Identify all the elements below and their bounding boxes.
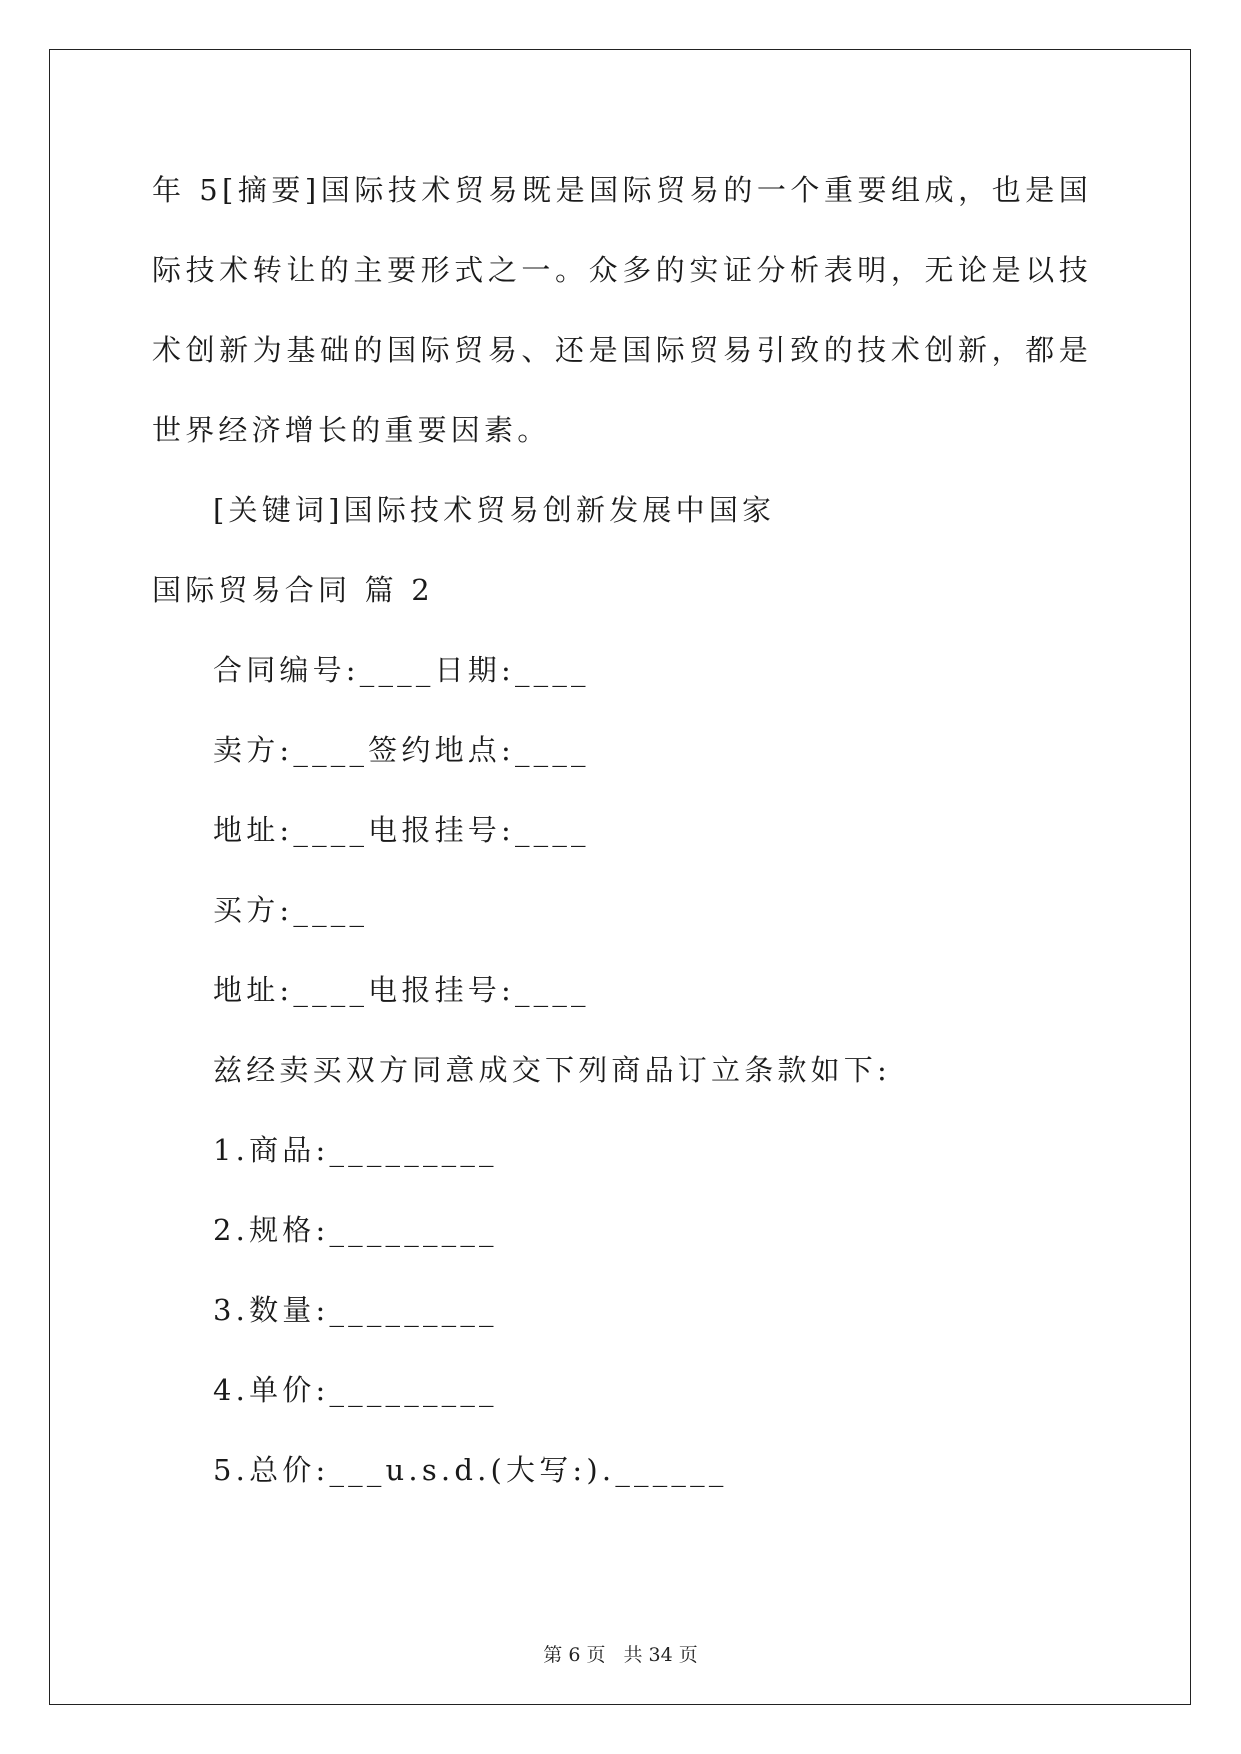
page-total: 共 34 页 — [623, 1644, 698, 1666]
item-unit-price: 4.单价:_________ — [213, 1373, 498, 1407]
keywords-line: [关键词]国际技术贸易创新发展中国家 — [213, 493, 776, 527]
abstract-paragraph: 年 5[摘要]国际技术贸易既是国际贸易的一个重要组成，也是国际技术转让的主要形式之一。众多的实证分析表明，无论是以技术创新为基础的国际贸易、还是国际贸易引致的技术创新，都是世界经济增长的重要因素。 — [152, 173, 1092, 447]
buyer-line: 买方:____ — [213, 893, 369, 927]
item-total-price: 5.总价:___u.s.d.(大写:).______ — [213, 1453, 728, 1487]
item-quantity: 3.数量:_________ — [213, 1293, 498, 1327]
page-number: 第 6 页 — [543, 1644, 606, 1666]
item-specification: 2.规格:_________ — [213, 1213, 498, 1247]
section-heading: 国际贸易合同 篇 2 — [152, 573, 434, 607]
contract-number-line: 合同编号:____日期:____ — [213, 653, 590, 687]
seller-address-line: 地址:____电报挂号:____ — [213, 813, 590, 847]
item-commodity: 1.商品:_________ — [213, 1133, 498, 1167]
document-body — [152, 150, 1092, 1510]
seller-line: 卖方:____签约地点:____ — [213, 733, 590, 767]
buyer-address-line: 地址:____电报挂号:____ — [213, 973, 590, 1007]
agreement-statement: 兹经卖买双方同意成交下列商品订立条款如下: — [213, 1053, 891, 1087]
page-footer — [0, 1640, 1241, 1667]
